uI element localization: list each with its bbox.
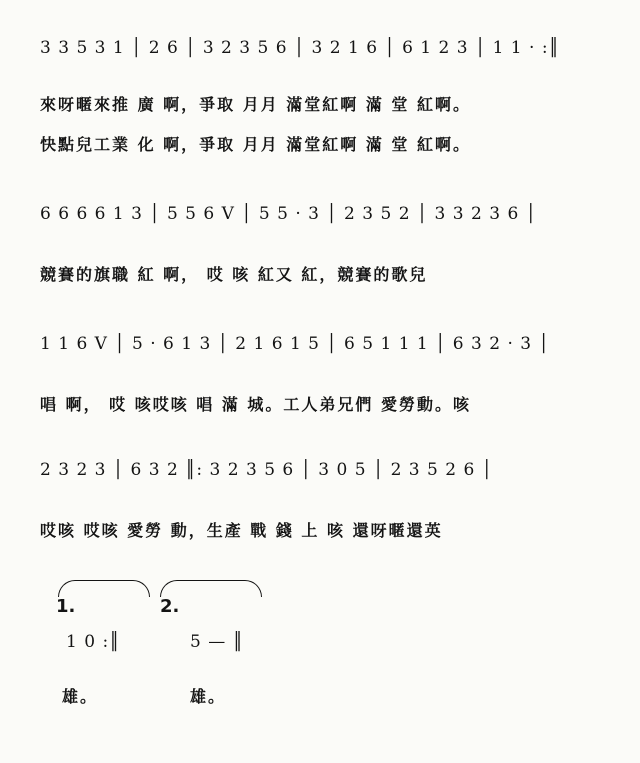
ending2-notes: 5 — ║ [190,632,244,652]
system3-notes: 1 1 6 V │ 5 · 6 1 3 │ 2 1 6 1 5 │ 6 5 1 1 1 │ 6 3 2 · 3 │ [40,334,550,354]
ending1-bracket [58,580,150,597]
system4-notes: 2 3 2 3 │ 6 3 2 ║: 3 2 3 5 6 │ 3 0 5 │ 2 3 5 2 6 │ [40,460,493,480]
ending2-lyric: 雄。 [190,687,227,706]
system1-lyric-verse1: 來呀暱來推 廣 啊，爭取 月月 滿堂紅啊 滿 堂 紅啊。 [40,95,471,114]
ending1-number: 1. [56,596,76,617]
system1-notes: 3 3 5 3 1 │ 2 6 │ 3 2 3 5 6 │ 3 2 1 6 │ 6 1 2 3 │ 1 1 · :║ [40,38,560,58]
ending2-bracket [160,580,262,597]
ending1-notes: 1 0 :║ [66,632,121,652]
system2-lyric: 競賽的旗職 紅 啊， 哎 咳 紅又 紅，競賽的歌兒 [40,265,428,284]
ending2-number: 2. [160,596,180,617]
ending1-lyric: 雄。 [62,687,99,706]
system4-lyric: 哎咳 哎咳 愛勞 動，生產 戰 錢 上 咳 還呀暱還英 [40,521,443,540]
system3-lyric: 唱 啊， 哎 咳哎咳 唱 滿 城。工人弟兄們 愛勞動。咳 [40,395,471,414]
system2-notes: 6 6 6 6 1 3 │ 5 5 6 V │ 5 5 · 3 │ 2 3 5 2 │ 3 3 2 3 6 │ [40,204,537,224]
system1-lyric-verse2: 快點兒工業 化 啊，爭取 月月 滿堂紅啊 滿 堂 紅啊。 [40,135,471,154]
